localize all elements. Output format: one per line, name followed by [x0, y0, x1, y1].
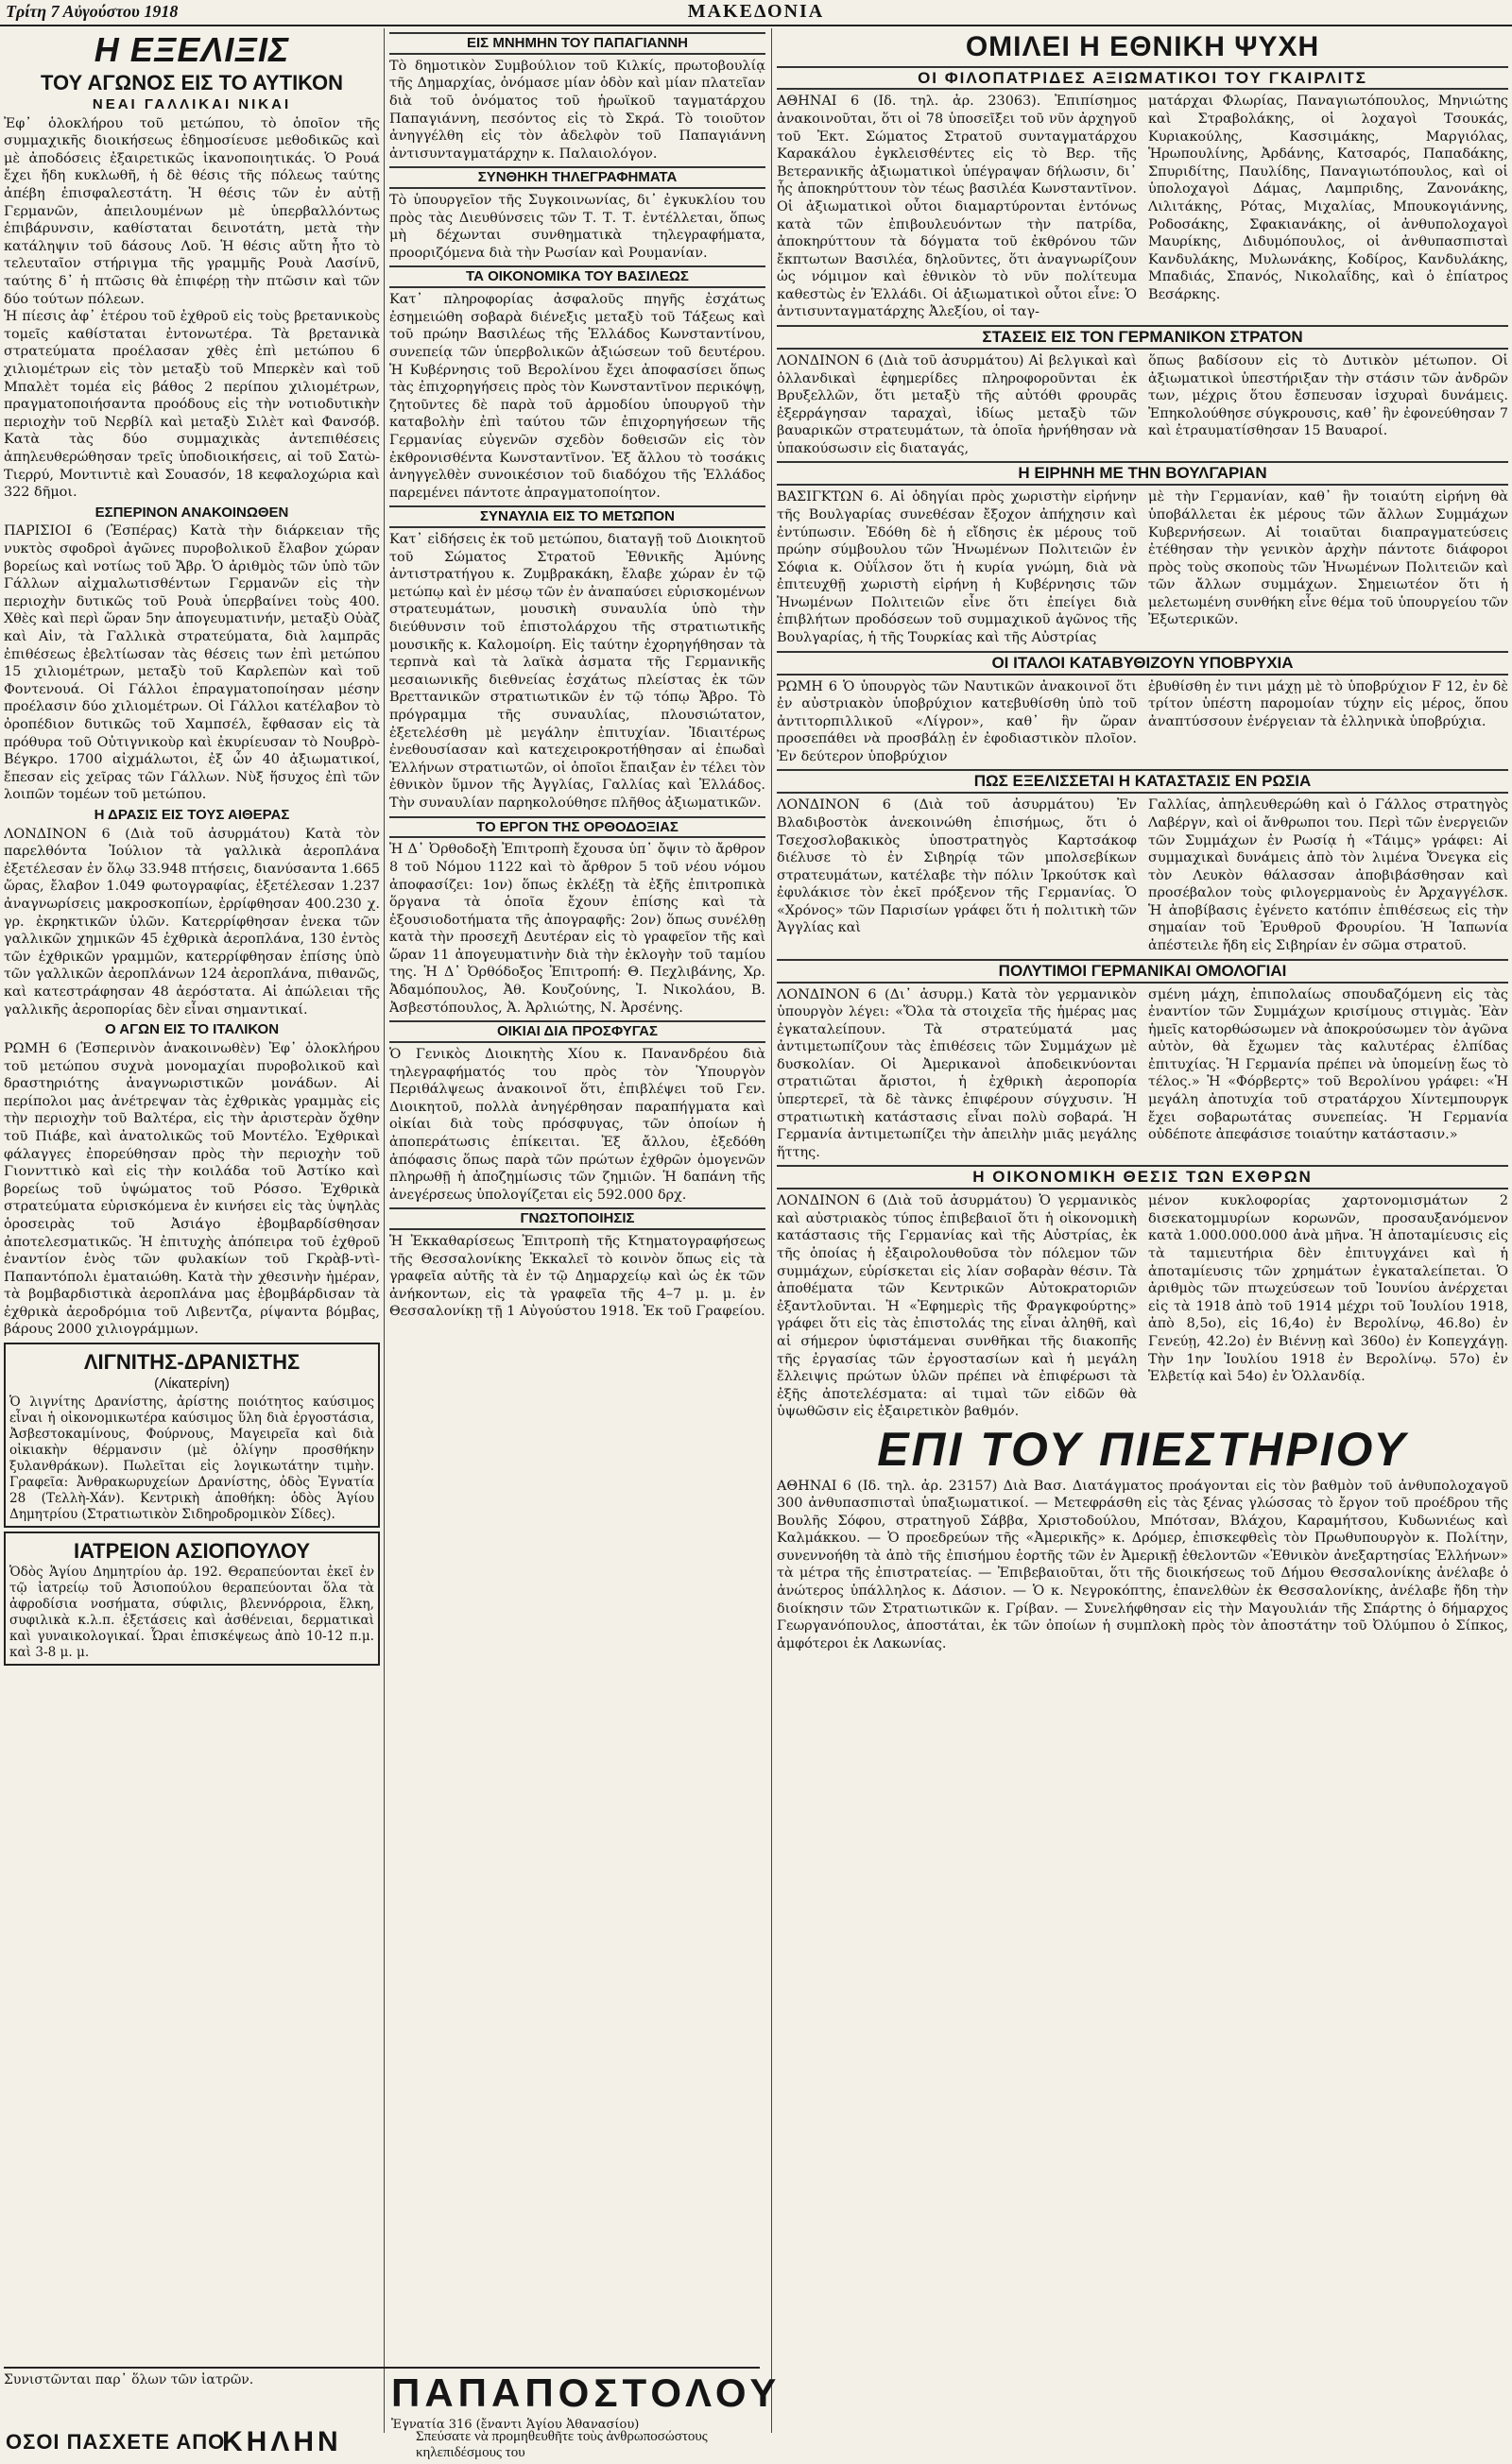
headline-exelixis: Η ΕΞΕΛΙΞΙΣ: [94, 30, 290, 69]
article-text: ἐβυθίσθη ἐν τινι μάχῃ μὲ τὸ ὑποβρύχιον F 12, ἐν δὲ τρίτον ὑπέστη παρομοίαν τύχην εἰς μέρος, ὅπου ἀναπτύσσουν ἐνέργειαν τὰ ἑλληνικὰ ὑποβρύχια.: [1148, 678, 1508, 729]
headline-synaulia: ΣΥΝΑΥΛΙΑ ΕΙΣ ΤΟ ΜΕΤΩΠΟΝ: [389, 505, 765, 528]
subhead-italikon: Ο ΑΓΩΝ ΕΙΣ ΤΟ ΙΤΑΛΙΚΟΝ: [104, 1021, 280, 1038]
advertisement-iatreion: [4, 1531, 380, 1666]
article-text: Τὸ δημοτικὸν Συμβούλιον τοῦ Κιλκίς, πρωτοβουλίᾳ τῆς Δημαρχίας, ὀνόμασε μίαν ὁδὸν καὶ μίαν πλατεῖαν διὰ τοῦ ὀνόματος τοῦ ἡρωϊκοῦ ταγματάρχου Παπαγιάννη, πεσόντος εἰς τὸ Σκρά. Τὸ τοιοῦτον ἀνηγγέλθη εἰς τὸν ἀδελφὸν τοῦ Παπαγιάννη ἀντισυνταγματάρχην κ. Παλαιολόγον.: [389, 58, 765, 162]
ad-brand: ΠΑΠΑΠΟΣΤΟΛΟΥ: [391, 2370, 782, 2415]
article-text: ΑΘΗΝΑΙ 6 (Ιδ. τηλ. ἀρ. 23157) Διὰ Βασ. Διατάγματος προάγονται εἰς τὸν βαθμὸν τοῦ ἀνθυπολοχαγοῦ 300 ἀνθυπασπισταὶ ὑπαξιωματικοί. — Μετεφράσθη εἰς τὰς ξένας γλώσσας τὸ ἔργον τοῦ προέδρου τῆς Βουλῆς Σόφου, στρατηγοῦ Σάββα, Χριστοδούλου, Μπότσαν, Βλάχου, Καραμήτσου, Κυδωνιέως καὶ Καλμάκκου. — Ὁ προεδρεύων τῆς «Ἀμερικῆς» κ. Δρόμερ, ἐπισκεφθεὶς τὸν Πρωθυπουργὸν κ. Πολίτην, συνεννοήθη τὰ ἀπὸ τῆς ἐπισήμου ἑορτῆς τῶν ἐν Ἀμερικῇ ἐθελοντῶν «Ἐθνικὸν ἀνεξαρτησίας Ἑλλήνων» τὰ μέτρα τῆς ἐπιστρατείας. — Ἐπιβεβαιοῦται, ὅτι τῆς διοικήσεως τοῦ Δήμου Θεσσαλονίκης ἀνέλαβε ὁ ἀνώτερος ὑπάλληλος κ. Δάσιον. — Ὁ κ. Νεγροκόπτης, ἐπανελθὼν ἐκ Θεσσαλονίκης, ἀνέλαβε ἤδη τὴν διοίκησιν τῶν Στρατιωτικῶν κ. Γρίβαν. — Συνελήφθησαν εἰς τὴν Μαγουλιάν τῆς Σπάρτης ὁ δήμαρχος Γεωργανόπουλος, ἀποστάται, ἐκ τῶν ὁποίων ἡ συμπλοκὴ πρὸς τὸν ἀποστάτην τοῦ Ὀλύμπου ὁ Σίπκος, ἀμφότεροι ἐκ Λακωνίας.: [777, 1478, 1508, 1651]
headline-staseis: ΣΤΑΣΕΙΣ ΕΙΣ ΤΟΝ ΓΕΡΜΑΝΙΚΟΝ ΣΤΡΑΤΟΝ: [777, 325, 1508, 350]
article-text: Ἐφ᾽ ὁλοκλήρου τοῦ μετώπου, τὸ ὁποῖον τῆς συμμαχικῆς διοικήσεως ἐδημοσίευσε μεθοδικῶς καὶ μὲ ἀποδόσεις ἐξαιρετικῶς ἱκανοποιητικάς. Ὁ Ρουά ἔχει ἤδη κυκλωθῆ, ἡ δὲ θέσις τῆς πόλεως ταύτης ἀπέβη ἐπισφαλεστάτη. Ἡ θέσις τῶν ἐν αὐτῇ Γερμανῶν, ἀπειλουμένων μὲ ὑπερβαλλόντως ἐπιβάρυνσιν, καθίσταται δεινοτάτη, μετὰ τὴν κατάληψιν τοῦ δάσους Λοῦ. Ἡ θέσις αὕτη ἦτο τὸ τελευταῖον στήριγμα τῆς γραμμῆς Ρουὰ Λασίνῦ, ταύτης δ᾽ ἡ πτῶσις θὰ ἐπιφέρῃ τὴν πτῶσιν καὶ τῶν δύο τούτων πόλεων.: [4, 115, 380, 307]
headline-omologiai: ΠΟΛΥΤΙΜΟΙ ΓΕΡΜΑΝΙΚΑΙ ΟΜΟΛΟΓΙΑΙ: [777, 959, 1508, 984]
article-two-columns: [777, 93, 1508, 321]
ad-text: Ὁ λιγνίτης Δρανίστης, ἀρίστης ποιότητος καύσιμος εἶναι ἡ οἰκονομικωτέρα καύσιμος ὕλη διὰ ἐργοστάσια, Ἀσβεστοκαμίνους, Φούρνους, Μαγειρεῖα καὶ διὰ οἰκιακὴν θέρμανσιν (μὲ ὀλίγην προσθήκην ξυλανθράκων). Πωλεῖται εἰς λογικωτάτην τιμὴν. Γραφεῖα: Ἀνθρακωρυχείων Δρανίστης, ὁδὸς Ἐγνατία 28 (Τελλὴ-Χάν). Κεντρικὴ ἀποθήκη: ὁδὸς Ἁγίου Δημητρίου (Στρατιωτικὸν Σιδηροδρομικὸν Σίδες).: [9, 1394, 374, 1522]
article-text: ΠΑΡΙΣΙΟΙ 6 (Ἑσπέρας) Κατὰ τὴν διάρκειαν τῆς νυκτὸς σφοδροὶ ἀγῶνες πυροβολικοῦ ἔλαβον χώραν βορείως καὶ νοτίως τοῦ Ἄβρ. Ὁ ἀριθμὸς τῶν ὑπὸ τῶν Γάλλων αἰχμαλωτισθέντων Γερμανῶν εἰς τὴν περιοχὴν δυτικῶς τοῦ Ρουὰ ὑπερβαίνει τοὺς 400. Χθὲς καὶ περὶ ὥραν 5ην ἀπογευματινήν, μεταξὺ Οὐὰζ καὶ Αἰν, τὰ Γαλλικὰ στρατεύματα, διὰ λαμπρᾶς ἐπιθέσεως ἐβελτίωσαν τὰς θέσεις των ἐπὶ μετώπου 15 χιλιομέτρων, μεταξὺ τοῦ Καρλεπὼν καὶ τοῦ Φοντενουά. Οἱ Γάλλοι ἐπραγματοποίησαν μέσην προέλασιν δύο χιλιομέτρων. Οἱ Γάλλοι κατέλαβον τὸ ὀροπέδιον δυτικῶς τοῦ Χαμπσέλ, ἔφθασαν εἰς τὰ πρόθυρα τοῦ Οὐτιγνικοὺρ καὶ ἐκυρίευσαν τὸ Νουβρὸ-Βέγκρο. 1700 αἰχμάλωτοι, ἐξ ὧν 40 ἀξιωματικοί, ἔπεσαν εἰς χεῖρας τῶν Γάλλων. Νὺξ ἥσυχος ἐπὶ τῶν λοιπῶν τομέων τοῦ μετώπου.: [4, 523, 380, 803]
article-text: ΛΟΝΔΙΝΟΝ 6 (Διὰ τοῦ ἀσυρμάτου) Κατὰ τὸν παρελθόντα Ἰούλιον τὰ γαλλικὰ ἀεροπλάνα ἐξετέλεσαν ἐν ὅλῳ 33.948 πτήσεις, διανύσαντα 1.665 ὥρας, ἔλαβον 1.049 φωτογραφίας, ἐξετέλεσαν 1.237 ἀναγνωρίσεις μακροσκοπίων, ἐρρίφθησαν 400.230 χ. γρ. ἐκρηκτικῶν ὑλῶν. Κατερρίφθησαν ἐνεκα τῶν γαλλικῶν χημικῶν 45 ἐχθρικὰ ἀεροπλάνα, 130 ἐντὸς τῶν ἐχθρικῶν γραμμῶν, κατερρίφθησαν ἐπίσης ὑπὸ τῶν γαλλικῶν ἀεροπλάνων 124 ἀεροπλάνα, πιθανῶς, καὶ κατεστράφησαν 48 ἀερόστατα. Αἱ ἀπώλειαι τῆς γαλλικῆς ἀεροπορίας δὲν εἶναι σημαντικαί.: [4, 826, 380, 1018]
article-text: ΛΟΝΔΙΝΟΝ 6 (Διὰ τοῦ ἀσυρμάτου) Ἐν Βλαδιβοστὸκ ἀνεκοινώθη ἐπισήμως, ὅτι ὁ Τσεχοσλοβακικὸς ὑποστρατηγὸς Καρτσάκοφ διέλυσε τὸ ἐν Σιβηρίᾳ τῶν μπολσεβίκων στρατευμάτων, κατέλαβε τὴν πόλιν Ἰρκούτσκ καὶ ἐφυλάκισε τὸν ἐκεῖ πρόξενον τῆς Γερμανίας. Ὁ «Χρόνος» τῶν Παρισίων γράφει ὅτι ἡ πολιτικὴ τῶν Ἀγγλίας καὶ: [777, 797, 1137, 936]
newspaper-title: ΜΑΚΕΔΟΝΙΑ: [687, 1, 825, 22]
article-text: Ὁ Γενικὸς Διοικητὴς Χίου κ. Πανανδρέου διὰ τηλεγραφήματός του πρὸς τὸν Ὑπουργὸν Περιθάλψεως ἀνακοινοῖ ὅτι, ἐπιβλέψει τοῦ Γεν. Διοικητοῦ, πολλὰ ἀνηγέρθησαν παραπήγματα καὶ οἰκίαι διὰ τοὺς πρόσφυγας, τῶν ὁποίων ἡ ἀποπεράτωσις ἐπίκειται. Ἐξ ἄλλου, ἐξεδόθη ἀπόφασις ὅπως παρὰ τῶν πρώτων ἐχθρῶν ὁμογενῶν πληρωθῇ ἡ ἀποζημίωσις τῶν ζημιῶν. Ἡ δαπάνη τῆς ἀνεγέρσεως ὑπολογίζεται εἰς 592.000 δρχ.: [389, 1047, 765, 1203]
article-text: σμένη μάχη, ἐπιπολαίως σπουδαζόμενη εἰς τὰς ἐναντίον τῶν Συμμάχων κρισίμους στιγμὰς. Ἐὰν ἡμεῖς κατορθώσωμεν νὰ ἀποκρούσωμεν τὸν ἀγῶνα αὐτὸν, θὰ ἔχωμεν τὰς καλυτέρας ἐλπίδας ἐπιτυχίας. Ἡ Γερμανία πρέπει νὰ ὑπομείνῃ ἕως τὸ τέλος.» Ἡ «Φόρβερτς» τοῦ Βερολίνου γράφει: «Ἡ μεγάλη ἀποτυχία τοῦ στρατάρχου Χίντεμπουργκ ἔχει σοβαρωτάτας συνεπείας. Ἡ Γερμανία οὐδέποτε ἀπεφάσισε τοιαύτην κατάστασιν.»: [1148, 986, 1508, 1143]
headline-mnimin: ΕΙΣ ΜΝΗΜΗΝ ΤΟΥ ΠΑΠΑΓΙΑΝΝΗ: [389, 32, 765, 55]
article-text: ΡΩΜΗ 6 Ὁ ὑπουργὸς τῶν Ναυτικῶν ἀνακοινοῖ ὅτι ἐν αὐστριακὸν ὑποβρύχιον κατεβυθίσθη ὑπὸ τοῦ ἀντιτορπιλλικοῦ «Λίγρον», καθ᾽ ἣν ὥραν προσεπάθει νὰ προσβάλῃ ἐν ἐφοδιαστικὸν πλοῖον. Ἐν δεύτερον ὑποβρύχιον: [777, 678, 1137, 764]
banner-subtext: Σπεύσατε νὰ προμηθευθῆτε τοὺς ἀνθρωποσώστους κηλεπιδέσμους του: [416, 2429, 708, 2460]
article-two-columns: [777, 678, 1508, 766]
article-text: Ἡ Δ᾽ Ὀρθοδοξὴ Ἐπιτροπὴ ἔχουσα ὑπ᾽ ὄψιν τὸ ἄρθρον 8 τοῦ Νόμου 1122 καὶ τὸ ἄρθρον 5 τοῦ νέου νόμου ἀποφασίζει: 1ον) ὅπως ἐκλέξῃ τὰ ἐξῆς ἐπιτροπικὰ ὅργανα τὰ ὁποῖα ἔχουν ἐπίσης καὶ τὰ ἐξουσιοδοτήματα τῆς ἀπογραφῆς: 2ον) ὅπως συνέλθῃ κατὰ τὴν προσεχῆ Δευτέραν εἰς τὸ γραφεῖον τῆς καὶ ὥραν 11 ἀπογευματινὴν διὰ τὴν ἐκλογὴν τοῦ ταμίου της. Ἡ Δ᾽ Ὀρθόδοξος Ἐπιτροπή: Θ. Πεχλιβάνης, Χρ. Ἀδαμόπουλος, Ἀθ. Κουζούνης, Ἰ. Νικολάου, Β. Ἀσβεστόπουλος, Ἀ. Ἀρλιώτης, Ν. Ἀρσένης.: [389, 842, 765, 1016]
article-text: Ἡ πίεσις ἀφ᾽ ἑτέρου τοῦ ἐχθροῦ εἰς τοὺς βρετανικοὺς τομεῖς καθίσταται ἐντονωτέρα. Τὰ βρετανικὰ στρατεύματα προέλασαν χθὲς ἐπὶ μετώπου 6 χιλιομέτρων εἰς τὸν μεταξὺ τοῦ Μπερκὲν καὶ τοῦ Μπαλὲτ τομέα εἰς βάθος 2 περίπου χιλιομέτρων, πραγματοποιήσαντα προόδους εἰς τὴν νοτιοδυτικὴν περιοχὴν τοῦ Νερβίλ καὶ μεταξὺ Σιλὲτ καὶ Φανσόβ. Κατὰ τὰς δύο συμμαχικὰς ἀντεπιθέσεις ἀπηλευθερώθησαν τρεῖς ὑποδιοικήσεις, αἱ τοῦ Σατὼ-Τιερρύ, Μοντιντιὲ καὶ Σουασόν, 18 κεφαλοχώρια καὶ 322 δῆμοι.: [4, 309, 380, 501]
article-two-columns: [777, 352, 1508, 458]
headline-agonos: ΤΟΥ ΑΓΩΝΟΣ ΕΙΣ ΤΟ ΑΥΤΙΚΟΝ: [40, 70, 344, 94]
column-3: [777, 28, 1508, 1652]
banner-text: ΟΣΟΙ ΠΑΣΧΕΤΕ ΑΠΟ: [6, 2430, 226, 2454]
article-text: μὲ τὴν Γερμανίαν, καθ᾽ ἣν τοιαύτη εἰρήνη θὰ ὑποβάλλεται ἐκ μέρους τῶν ἄλλων Συμμάχων Κυβερνήσεων. Αἱ τοιαῦται διαπραγματεύσεις ἐτέθησαν τὴν γενικὸν ἀρχὴν πάντοτε διάφοροι πρὸς τοὺς σκοποὺς τῶν Ἡνωμένων Πολιτειῶν καὶ τῶν ἄλλων συμμάχων. Σημειωτέον ὅτι ἡ μελετωμένη συνθήκη εἶνε θέμα τοῦ ὑπουργείου τῶν Ἐξωτερικῶν.: [1148, 489, 1508, 628]
subhead-filopatrides: ΟΙ ΦΙΛΟΠΑΤΡΙΔΕΣ ΑΞΙΩΜΑΤΙΚΟΙ ΤΟΥ ΓΚΑΙΡΛΙΤΣ: [777, 66, 1508, 91]
subhead-nikai: ΝΕΑΙ ΓΑΛΛΙΚΑΙ ΝΙΚΑΙ: [92, 95, 292, 112]
article-text: μένον κυκλοφορίας χαρτονομισμάτων 2 δισεκατομμυρίων κορωνῶν, προσαυξανόμενον κατὰ 1.000.000.000 ἀνὰ μῆνα. Ἡ ἀποταμίευσις εἰς τὰ ταμιευτήρια δὲν ἐπιτυγχάνει καὶ ἡ ἀποταμίευσις τῶν χρημάτων ἐγκαταλείπεται. Ὁ ἀριθμὸς τῶν πτωχεύσεων τοῦ Ἰουνίου ἀνέρχεται εἰς τὰ 1918 ἀπὸ τοῦ 1914 μέχρι τοῦ Ἰουλίου 1918, ἀπὸ 8,5ο), εἰς 16,4ο) ἐν Βερολίνῳ, 46.8ο) ἐν Γενεύῃ, 42.2ο) ἐν Βιέννῃ καὶ 360ο) ἐν Κοπεγχάγῃ. Τὴν 1ην Ἰουλίου 1918 ἐν Βερολίνῳ. 57ο) ἐν Ἑλβετίᾳ καὶ 54ο) ἐν Ὁλλανδίᾳ.: [1148, 1193, 1508, 1385]
column-1: [4, 28, 380, 1669]
article-text: ΛΟΝΔΙΝΟΝ 6 (Διὰ τοῦ ἀσυρμάτου) Ὁ γερμανικὸς καὶ αὐστριακὸς τύπος ἐπιβεβαιοῖ ὅτι ἡ οἰκονομικὴ κατάστασις τῆς Γερμανίας καὶ τῆς Αὐστρίας, ἐκ τῆς ὁποίας ἡ ἐξαιρολουθοῦσα τὸν πόλεμον τῶν συμμάχων, εὑρίσκεται εἰς λίαν σοβαρὰν θέσιν. Τὰ ἀποθέματα τῶν Κεντρικῶν Αὐτοκρατοριῶν ἐξαντλοῦνται. Ἡ «Ἐφημερὶς τῆς Φραγκφούρτης» γράφει ὅτι εἰς τὰς ἐπιστολάς της εἶναι ἀληθῆ, καὶ αἱ σήμερον ὑφιστάμεναι συνθῆκαι τῆς διακοπῆς τῆς ἐργασίας τῶν ἐργοστασίων καὶ ἡ μεγάλη ἔλλειψις πρώτων ὑλῶν πρέπει νὰ ἐπιφέρωσι τὰ ἐξῆς ἀποτελέσματα: αἱ τιμαὶ τῶν εἰδῶν θὰ ὑψωθῶσιν εἰς ἐξαιρετικὸν βαθμόν.: [777, 1193, 1137, 1420]
headline-tilegrafimata: ΣΥΝΘΗΚΗ ΤΗΛΕΓΡΑΦΗΜΑΤΑ: [389, 166, 765, 189]
article-text: ΡΩΜΗ 6 (Ἑσπερινὸν ἀνακοινωθὲν) Ἐφ᾽ ὁλοκλήρου τοῦ μετώπου συχνὰ μονομαχίαι πυροβολικοῦ καὶ δραστηριότης ἀναγνωριστικῶν μονάδων. Αἱ περίπολοι μας ἀνέτρεψαν τὰς ἐχθρικὰς γραμμὰς εἰς τὴν περιοχὴν τοῦ Βαλτέρα, εἰς τὴν ἀριστερὰν ὄχθην τοῦ Πιάβε, καὶ ἀνατολικῶς τοῦ Μοντέλο. Ἐχθρικαὶ φάλαγγες ἐπορεύθησαν πρὸς τὴν περιοχὴν τοῦ Γιοννττικὸ καὶ εἰς τὴν κοιλάδα τοῦ Ἀστίκο καὶ βορείως τοῦ ὑψώματος τοῦ Ρόσσο. Ἐχθρικὰ στρατεύματα εὑρισκόμενα ἐν κινήσει εἰς τὰς ὑψηλὰς ὁροσειρὰς τοῦ Ἀσιάγο ἐβομβαρδίσθησαν ἀποτελεσματικῶς. Ἡ ἐπιτυχὴς ἀπόπειρα τοῦ ἐχθροῦ ἐναντίον ἑνὸς τῶν φυλακίων τοῦ Γκρὰβ-ντὶ-Παπαντόπολι ἐματαιώθη. Κατὰ τὴν χθεσινὴν ἡμέραν, τὰ βομβαρδιστικὰ ἀεροπλάνα μας ἐβομβάρδισαν τὰ ἐχθρικὰ ἀεροδρόμια τοῦ Λιβεντζα, ρίψαντα βόμβας, βάρους 2000 χιλιογράμμων.: [4, 1040, 380, 1338]
article-text: Κατ᾽ εἰδήσεις ἐκ τοῦ μετώπου, διαταγῇ τοῦ Διοικητοῦ τοῦ Σώματος Στρατοῦ Ἐθνικῆς Ἀμύνης ἀντιστρατήγου κ. Ζυμβρακάκη, ἔλαβε χώραν ἐν τῷ μετώπῳ καὶ ἐν μέσῳ τῶν ἐν ἀναπαύσει εὑρισκομένων στρατευμάτων, μουσικὴ συναυλία ὑπὸ τὴν διεύθυνσιν τοῦ ἐπιστολάρχου τῆς στρατιωτικῆς μουσικῆς κ. Καλομοίρη. Εἰς ταύτην ἐχορηγήθησαν τὰ τερπνὰ καὶ τὰ λαϊκὰ ἀσματα τῆς Γερμανικῆς μεσαιωνικῆς διεθνείας ἐσχάτως πλείστας ἐκ τῶν Βρεττανικῶν στρατιωτικῶν ἐν τῷ τόπῳ Ἄβρο. Τὸ πρόγραμμα τῆς συναυλίας, πλουσιώτατον, ἐξετελέσθη μὲ μεγάλην ἐπιτυχίαν. Ἰδιαιτέρως ἐνεθουσίασαν καὶ κατεχειροκροτήθησαν αἱ ἐπωδαὶ Ἑλλήνων στρατιωτῶν, οἱ ὁποῖοι ἔπαιξαν ἐν τέλει τὸν ἐθνικὸν ὕμνον τῆς Ἀγγλίας, Γαλλίας καὶ Ἑλλάδος. Τὴν συναυλίαν παρηκολούθησε πλῆθος ἀξιωματικῶν.: [389, 532, 765, 811]
ad-headline: ΛΙΓΝΙΤΗΣ-ΔΡΑΝΙΣΤΗΣ: [83, 1350, 301, 1375]
article-two-columns: [777, 488, 1508, 646]
issue-date: Τρίτη 7 Αὐγούστου 1918: [6, 2, 179, 21]
advertisement-lignitis: [4, 1343, 380, 1528]
article-two-columns: [777, 1192, 1508, 1421]
headline-oikonomiki-thesis: Η ΟΙΚΟΝΟΜΙΚΗ ΘΕΣΙΣ ΤΩΝ ΕΧΘΡΩΝ: [777, 1165, 1508, 1189]
headline-oikonomika: ΤΑ ΟΙΚΟΝΟΜΙΚΑ ΤΟΥ ΒΑΣΙΛΕΩΣ: [389, 265, 765, 288]
headline-oikiai: ΟΙΚΙΑΙ ΔΙΑ ΠΡΟΣΦΥΓΑΣ: [389, 1020, 765, 1043]
article-text: Γαλλίας, ἀπηλευθερώθη καὶ ὁ Γάλλος στρατηγὸς Λαβέργν, καὶ οἱ ἄνθρωποι του. Περὶ τῶν ἐνεργειῶν τῶν Συμμάχων ἐν Ρωσίᾳ ἡ «Τάιμς» γράφει: Αἱ συμμαχικαὶ δυνάμεις ἀπὸ τὸν λιμένα Ὄνεγκα εἰς τὸν Λευκὸν θάλασσαν ἀποβιβάσθησαν καὶ προσέβαλον τοὺς φιλογερμανοὺς ἐν Ἀρχαγγέλσκ. Ἡ ἀποβίβασις ἐγένετο κατόπιν ἐπιθέσεως εἰς τὴν σημαίαν τοῦ Ἐρυθροῦ Φρουρίου. Ἡ Ἰαπωνία ἀπέστειλε ἤδη εἰς Σιβηρίαν ἐν σῶμα στρατοῦ.: [1148, 797, 1508, 954]
article-two-columns: [777, 986, 1508, 1162]
bottom-banner: [0, 2426, 1512, 2464]
headline-eirini: Η ΕΙΡΗΝΗ ΜΕ ΤΗΝ ΒΟΥΛΓΑΡΙΑΝ: [777, 461, 1508, 486]
article-two-columns: [777, 796, 1508, 954]
masthead: [0, 0, 1512, 26]
ad-subhead: (Λίκατερίνη): [154, 1376, 230, 1393]
article-text: Ἡ Ἐκκαθαρίσεως Ἐπιτροπὴ τῆς Κτηματογραφήσεως τῆς Θεσσαλονίκης Ἐκκαλεῖ τὸ κοινὸν ὅπως εἰς τὰ γραφεῖα αὐτῆς τὰ ἐν τῷ Δημαρχείῳ καὶ ὡς ἐκ τῶν ἀνήκοντων, εἰς τὰ γραφεῖα τῆς 4–7 μ. μ. ἐν Θεσσαλονίκῃ τῇ 1 Αὐγούστου 1918. Ἐκ τοῦ Γραφείου.: [389, 1234, 765, 1320]
ad-headline: ΙΑΤΡΕΙΟΝ ΑΣΙΟΠΟΥΛΟΥ: [73, 1538, 310, 1563]
headline-piestiriou: ΕΠΙ ΤΟΥ ΠΙΕΣΤΗΡΙΟΥ: [877, 1423, 1408, 1476]
headline-italoi: ΟΙ ΙΤΑΛΟΙ ΚΑΤΑΒΥΘΙΖΟΥΝ ΥΠΟΒΡΥΧΙΑ: [777, 651, 1508, 676]
banner-keyword: ΚΗΛΗΝ: [222, 2426, 342, 2457]
subhead-esperinon: ΕΣΠΕΡΙΝΟΝ ΑΝΑΚΟΙΝΩΘΕΝ: [94, 504, 289, 521]
headline-ethniki-psychi: ΟΜΙΛΕΙ Η ΕΘΝΙΚΗ ΨΥΧΗ: [965, 31, 1320, 62]
article-text: ΒΑΣΙΓΚΤΩΝ 6. Αἱ ὁδηγίαι πρὸς χωριστὴν εἰρήνην τῆς Βουλγαρίας συνεθέσαν ἔξοχον ἀπήχησιν καὶ ἐντύπωσιν. Ἐδόθη δὲ ἡ εἴδησις ἐκ μέρους τοῦ πρώην σύμβουλου τῶν Ἡνωμένων Πολιτειῶν ἐν Σόφια κ. Οὐΐλσον ὅτι ἡ κυρία γνώμη, διὰ νὰ ἐπιτευχθῇ χωριστὴ εἰρήνη ἡ Κυβέρνησις τῶν Ἡνωμένων Πολιτειῶν εἶνε ὅτι ἐπείγει διὰ ἐπιβλήτων προδόσεων τοῦ συμμαχικοῦ ἀγῶνος τῆς Βουλγαρίας, ἡ τῆς Τουρκίας καὶ τῆς Αὐστρίας: [777, 489, 1137, 646]
bottom-advertisement: [4, 2367, 782, 2432]
article-text: ματάρχαι Φλωρίας, Παναγιωτόπουλος, Μηνιώτης καὶ Στραβολάκης, οἱ λοχαγοὶ Τσουκάς, Κυριακούλης, Κασσιμάκης, Μαργιόλας, Ἡρωπουλίνης, Ἀρδάνης, Κατσαρός, Παπαδάκης, Σπυριδίτης, Παυλίδης, Παναγιωτόπουλος, καὶ οἱ ὑπολοχαγοὶ Δάμας, Λαμπριδης, Ζανονάκης, Λιλιτάκης, Ρότας, Μιχαλίας, Μπουκογιάννης, Ροδοσάκης, Σφακιανάκης, οἱ ἀνθυπολοχαγοὶ Μαυρίκης, Διδυμόπουλος, οἱ ἀνθυπασπισταὶ Κανδυλάκης, Μυλωνάκης, Κοδίρος, Κανδυλάκης, Μπαδιάς, Σπανός, Νικολαΐδης, καὶ ὁ ἐπίατρος Βεσάρκης.: [1148, 94, 1508, 302]
column-rule: [771, 28, 772, 2433]
ad-text: Ὁδὸς Ἁγίου Δημητρίου ἀρ. 192. Θεραπεύονται ἐκεῖ ἐν τῷ ἰατρείῳ τοῦ Ἀσιοπούλου θεραπεύονται ὅλα τὰ ἀφροδίσια νοσήματα, σύφιλις, βλεννόρροια, ἕλκη, συφιλικὰ κ.λ.π. ἐξετάσεις καὶ ἀσθένειαι, δερματικαὶ καὶ γυναικολογικαί. Ὧραι ἐπισκέψεως ἀπὸ 10-12 π.μ. καὶ 3-8 μ. μ.: [9, 1565, 374, 1661]
article-text: Τὸ ὑπουργεῖον τῆς Συγκοινωνίας, δι᾽ ἐγκυκλίου του πρὸς τὰς Διευθύνσεις τῶν Τ. Τ. Τ. ἐντέλλεται, ὅπως μὴ δέχωνται συνθηματικὰ τηλεγραφήματα, προοριζόμενα διὰ τὴν Ρωσίαν καὶ Ρουμανίαν.: [389, 193, 765, 261]
article-text: ΛΟΝΔΙΝΟΝ 6 (Δι᾽ ἀσυρμ.) Κατὰ τὸν γερμανικὸν ὑπουργὸν λέγει: «Ὅλα τὰ στοιχεῖα τῆς ἡμέρας μας ἐγκαταλείπουν. Τὰ στρατεύματά μας ἀντιμετωπίζουν τὰς ἐπιθέσεις τῶν Συμμάχων μὲ δυσκολίαν. Οἱ Ἀμερικανοὶ ἀποδεικνύονται στρατιῶται ἄριστοι, ἡ ἐχθρικὴ ἀεροπορία ὑπερτερεῖ, τὰ δὲ τὰνκς ἐπιφέρουν σύγχυσιν. Ἡ στρατιωτικὴ κατάστασις εἶναι πολὺ σοβαρά. Ἡ Γερμανία ἀντιμετωπίζει τὴν ἀπειλὴν μιᾶς μεγάλης ἥττης.: [777, 986, 1137, 1160]
ad-address: Ἐγνατία 316 (ἔναντι Ἁγίου Ἀθανασίου): [391, 2418, 640, 2432]
headline-gnostopoiisis: ΓΝΩΣΤΟΠΟΙΗΣΙΣ: [389, 1207, 765, 1230]
column-2: [389, 28, 765, 1321]
article-text: ὅπως βαδίσουν εἰς τὸ Δυτικὸν μέτωπον. Οἱ ἀξιωματικοὶ ὑπεστήριξαν τὴν στάσιν τῶν ἀνδρῶν των, μέχρις ὅτου ἔσπευσαν ἰσχυραὶ δυνάμεις. Ἐπηκολούθησε σύγκρουσις, καθ᾽ ἣν ἐφονεύθησαν 7 καὶ ἐτραυματίσθησαν 15 Βαυαροί.: [1148, 352, 1508, 439]
headline-orthodoxias: ΤΟ ΕΡΓΟΝ ΤΗΣ ΟΡΘΟΔΟΞΙΑΣ: [389, 816, 765, 839]
article-text: ΑΘΗΝΑΙ 6 (Ιδ. τηλ. ἀρ. 23063). Ἐπιπίσημος ἀνακοινοῦται, ὅτι οἱ 78 ὑποσεῖξει τοῦ νῦν ἀρχηγοῦ τοῦ Ἐκτ. Σώματος Στρατοῦ συνταγματάρχου Καρακάλου ἐγκλεισθέντες εἰς τὸ Βερ. τῆς Βετερανικῆς ἀξιωματικοὶ ὑπέγραψαν δήλωσιν, δι᾽ ἧς ἀποκηρύττουν τὸν τέως βασιλέα Κωνσταντῖνον. Οἱ ἀξιωματικοὶ οὗτοι διαμαρτύρονται ἐντόνως κατὰ τῶν ἐπιβουλευόντων τὴν πατρίδα, ἀποκηρύττουν τὰ δόγματα τοῦ ἐκθρόνου τῶν ἔκπτωτων Βασιλέα, δηλοῦντες, ὅτι ἀναγνωρίζουν ὡς νόμιμον καὶ ἐθνικὸν τὸ νῦν πολίτευμα καθεστὼς ἐν Ἑλλάδι. Οἱ ἀξιωματικοὶ οὗτοι εἶνε: Ὁ ἀντισυνταγματάρχης Ἀλεξίου, οἱ ταγ-: [777, 94, 1137, 320]
article-text: ΛΟΝΔΙΝΟΝ 6 (Διὰ τοῦ ἀσυρμάτου) Αἱ βελγικαὶ καὶ ὁλλανδικαὶ ἐφημερίδες πληροφοροῦνται ἐκ Βρυξελλῶν, ὅτι μεταξὺ τῆς αὐτόθι φρουρᾶς ἐξερράγησαν ταραχαὶ, ἰδίως μεταξὺ τῶν βαυαρικῶν στρατευμάτων, τὰ ὁποῖα ἠρνήθησαν νὰ ὑπακούσωσιν εἰς διαταγάς,: [777, 352, 1137, 456]
ad-text: Συνιστῶνται παρ᾽ ὅλων τῶν ἰατρῶν.: [4, 2372, 254, 2387]
headline-rosia: ΠΩΣ ΕΞΕΛΙΣΣΕΤΑΙ Η ΚΑΤΑΣΤΑΣΙΣ ΕΝ ΡΩΣΙΑ: [777, 769, 1508, 794]
column-rule: [384, 28, 385, 2433]
article-text: Κατ᾽ πληροφορίας ἀσφαλοῦς πηγῆς ἐσχάτως ἐσημειώθη σοβαρὰ διένεξις μεταξὺ τοῦ Τάξεως καὶ τοῦ πρώην Βασιλέως τῆς Ἑλλάδος Κωνσταντίνου, συνεπείᾳ τῶν ὑπερβολικῶν ἀξιώσεων τοῦ δευτέρου. Ἡ Κυβέρνησις τοῦ Βερολίνου ἔχει ἀποφασίσει ὅπως τὰς ἐπιχορηγήσεις πρὸς τὸν Κωνσταντῖνον περικόψῃ, ζητοῦντες δὲ παρὰ τοῦ ἀρμοδίου ὑπουργοῦ τὴν καταβολὴν ἐπὶ ταύτου τῶν ἐπιχορηγήσεων τῆς Γερμανίας εὐγενῶν σχεδὸν δοθεισῶν εἰς τὸν ἐκθρονισθέντα Κωνσταντῖνον. Ἐξ ἄλλου τὸ τοσάκις ἀνηγγελθὲν συνοικέσιον τοῦ διαδόχου τῆς Ἑλλάδος παρεμένει πάντοτε ἀπραγματοποίητον.: [389, 292, 765, 501]
subhead-aitheras: Η ΔΡΑΣΙΣ ΕΙΣ ΤΟΥΣ ΑΙΘΕΡΑΣ: [94, 806, 290, 823]
